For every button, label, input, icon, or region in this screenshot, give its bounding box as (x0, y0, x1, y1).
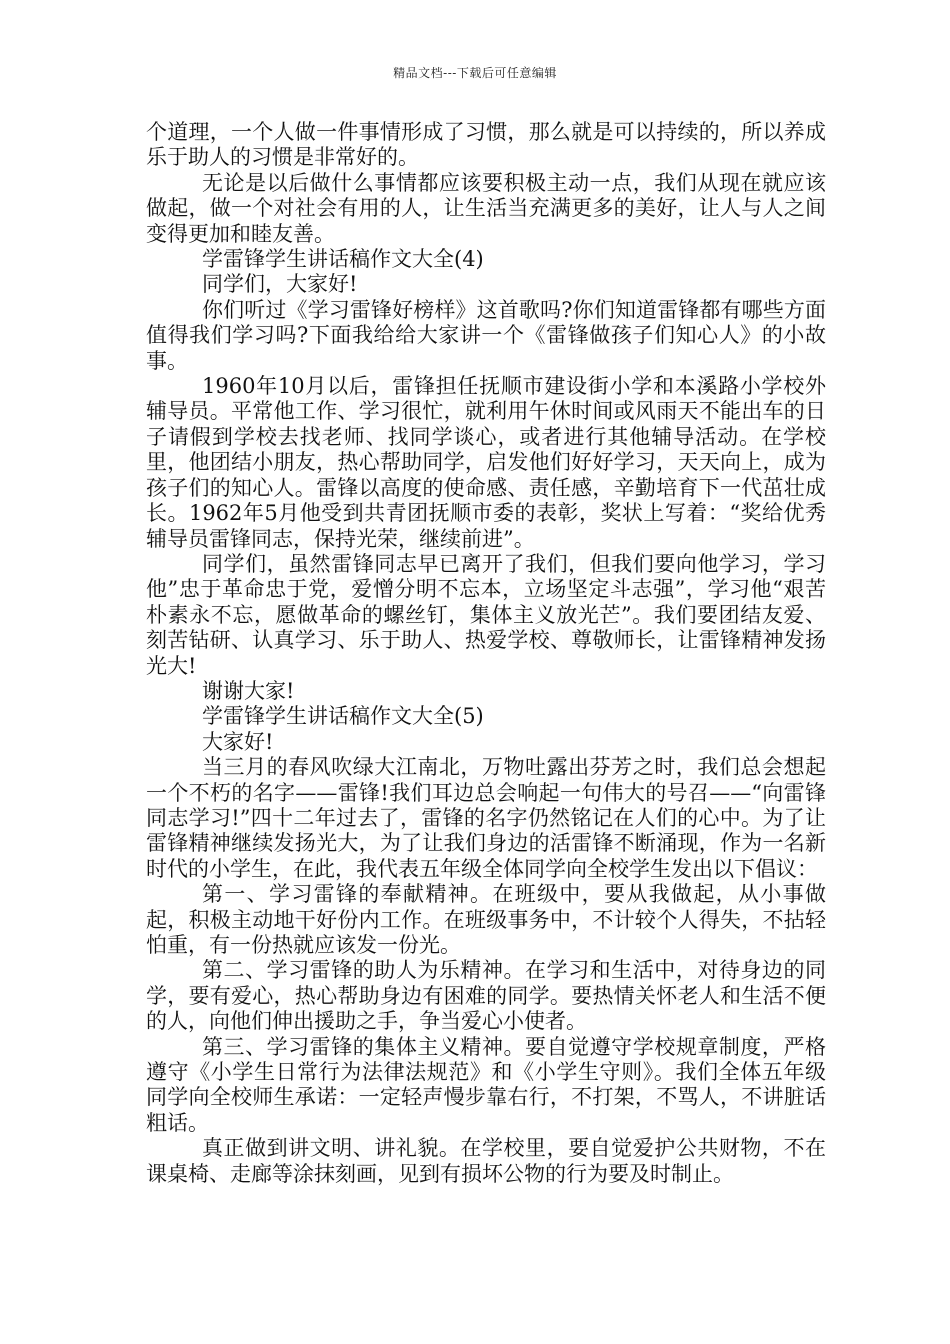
section-heading: 学雷锋学生讲话稿作文大全(5) (202, 704, 484, 729)
paragraph: 第二、学习雷锋的助人为乐精神。在学习和生活中，对待身边的同学，要有爱心，热心帮助身边有困难的同学。要热情关怀老人和生活不便的人，向他们伸出援助之手，争当爱心小使者。 (146, 958, 826, 1034)
paragraph: 个道理，一个人做一件事情形成了习惯，那么就是可以持续的，所以养成乐于助人的习惯是非常好的。 (146, 120, 826, 170)
paragraph: 1960年10月以后，雷锋担任抚顺市建设街小学和本溪路小学校外辅导员。平常他工作、学习很忙，就利用午休时间或风雨天不能出车的日子请假到学校去找老师、找同学谈心，或者进行其他辅导活动。在学校里，他团结小朋友，热心帮助同学，启发他们好好学习，天天向上，成为孩子们的知心人。雷锋以高度的使命感、责任感，辛勤培育下一代茁壮成长。1962年5月他受到共青团抚顺市委的表彰，奖状上写着：“奖给优秀辅导员雷锋同志，保持光荣，继续前进”。 (146, 374, 826, 551)
paragraph: 真正做到讲文明、讲礼貌。在学校里，要自觉爱护公共财物，不在课桌椅、走廊等涂抹刻画，见到有损坏公物的行为要及时制止。 (146, 1136, 826, 1186)
greeting: 大家好! (202, 729, 274, 754)
document-body (146, 120, 826, 1187)
page-header: 精品文档---下载后可任意编辑 (393, 66, 557, 80)
section-heading: 学雷锋学生讲话稿作文大全(4) (202, 247, 484, 272)
paragraph: 你们听过《学习雷锋好榜样》这首歌吗?你们知道雷锋都有哪些方面值得我们学习吗?下面我给给大家讲一个《雷锋做孩子们知心人》的小故事。 (146, 297, 826, 373)
greeting: 同学们，大家好! (202, 272, 358, 297)
paragraph: 第三、学习雷锋的集体主义精神。要自觉遵守学校规章制度，严格遵守《小学生日常行为法律法规范》和《小学生守则》。我们全体五年级同学向全校师生承诺：一定轻声慢步靠右行，不打架，不骂人，不讲脏话粗话。 (146, 1034, 826, 1135)
paragraph: 同学们，虽然雷锋同志早已离开了我们，但我们要向他学习，学习他”忠于革命忠于党，爱憎分明不忘本，立场坚定斗志强”，学习他“艰苦朴素永不忘，愿做革命的螺丝钉，集体主义放光芒”。我们要团结友爱、刻苦钻研、认真学习、乐于助人、热爱学校、尊敬师长，让雷锋精神发扬光大! (146, 551, 826, 678)
paragraph: 当三月的春风吹绿大江南北，万物吐露出芬芳之时，我们总会想起一个不朽的名字——雷锋!我们耳边总会响起一句伟大的号召——“向雷锋同志学习!”四十二年过去了，雷锋的名字仍然铭记在人们的心中。为了让雷锋精神继续发扬光大，为了让我们身边的活雷锋不断涌现，作为一名新时代的小学生，在此，我代表五年级全体同学向全校学生发出以下倡议： (146, 755, 826, 881)
closing-line: 谢谢大家! (202, 678, 295, 703)
paragraph: 无论是以后做什么事情都应该要积极主动一点，我们从现在就应该做起，做一个对社会有用的人，让生活当充满更多的美好，让人与人之间变得更加和睦友善。 (146, 170, 826, 246)
paragraph: 第一、学习雷锋的奉献精神。在班级中，要从我做起，从小事做起，积极主动地干好份内工作。在班级事务中，不计较个人得失，不拈轻怕重，有一份热就应该发一份光。 (146, 882, 826, 957)
